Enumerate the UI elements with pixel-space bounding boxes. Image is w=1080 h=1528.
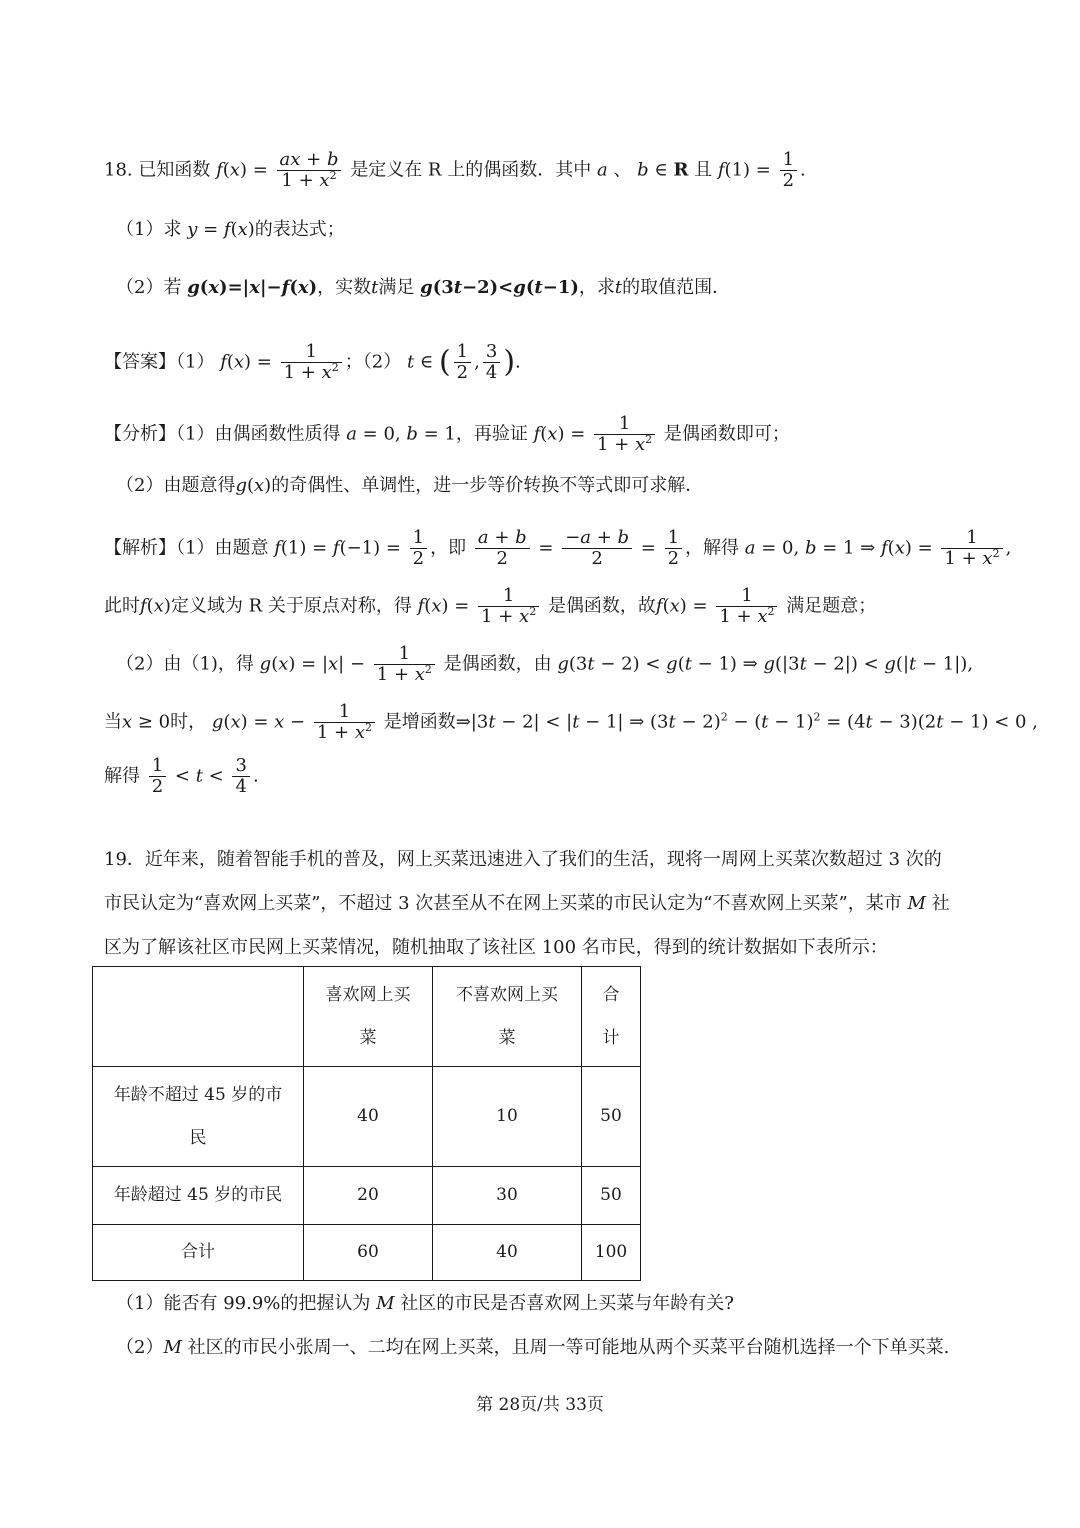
q18-solution-3: （2）由（1)，得 g(x) = |x| − $\frac{1}{1 + x^2}$ 是偶函数，由 g(3t − 2) < g(t − 1) ⇒ g(|3t − 2|) < g(|t − 1|),: [116, 643, 974, 685]
q18-solution-1: 【解析】（1）由题意 f(1) = f(−1) = $\frac{1}{2}$ ，即 $\frac{a + b}{2}$ = $\frac{-a + b}{2}$ = $\frac{1}{2}$ ，解得 a = 0, b = 1 ⇒ f(x) = $\frac{1}{1 + x^2}$ ,: [104, 527, 1012, 569]
table-row: [93, 1225, 641, 1281]
q18-part2: （2）若 g(x)=|x|−f(x)，实数t满足 g(3t−2)<g(t−1)，求t的取值范围．: [116, 277, 731, 298]
table-header-cell: [93, 967, 304, 1067]
table-cell: 50: [582, 1167, 641, 1225]
table-cell: 60: [304, 1225, 433, 1281]
table-cell: 40: [304, 1067, 433, 1167]
q19-part1: （1）能否有 99.9%的把握认为 M 社区的市民是否喜欢网上买菜与年龄有关?: [116, 1293, 734, 1314]
q18-stem: 18. 已知函数 f(x) = $\frac{ax + b}{1 + x^2}$ 是定义在 R 上的偶函数．其中 a 、 b ∈ R 且 f(1) = $\frac{1}{2}$ .: [104, 149, 806, 191]
table-header-cell: 喜欢网上买 菜: [304, 967, 433, 1067]
q18-analysis-2: （2）由题意得g(x)的奇偶性、单调性，进一步等价转换不等式即可求解．: [116, 475, 704, 496]
page-footer: 第 28页/共 33页: [476, 1395, 604, 1415]
q18-part1: （1）求 y = f(x)的表达式；: [116, 219, 345, 240]
q18-solution-2: 此时f(x)定义域为 R 关于原点对称，得 f(x) = $\frac{1}{1 + x^2}$ 是偶函数，故f(x) = $\frac{1}{1 + x^2}$ 满足题意；: [104, 585, 877, 627]
table-row: [93, 1167, 641, 1225]
table-cell: 合计: [93, 1225, 304, 1281]
q18-answer: 【答案】（1） f(x) = $\frac{1}{1 + x^2}$ ；（2） t ∈ ( $\frac{1}{2}$ , $\frac{3}{4}$ ).: [104, 341, 521, 383]
table-cell: 20: [304, 1167, 433, 1225]
table-cell: 年龄超过 45 岁的市民: [93, 1167, 304, 1225]
table-cell: 年龄不超过 45 岁的市 民: [93, 1067, 304, 1167]
table-cell: 10: [433, 1067, 582, 1167]
table-cell: 40: [433, 1225, 582, 1281]
table-cell: 50: [582, 1067, 641, 1167]
q19-line-1: 19．近年来，随着智能手机的普及，网上买菜迅速进入了我们的生活，现将一周网上买菜次数超过 3 次的: [104, 849, 942, 870]
table-header-cell: 合 计: [582, 967, 641, 1067]
q19-line-2: 市民认定为“喜欢网上买菜”，不超过 3 次甚至从不在网上买菜的市民认定为“不喜欢网上买菜”，某市 M 社: [104, 893, 950, 914]
table-header-cell: 不喜欢网上买 菜: [433, 967, 582, 1067]
q18-solution-4: 当x ≥ 0时， g(x) = x − $\frac{1}{1 + x^2}$ 是增函数⇒|3t − 2| < |t − 1| ⇒ $(3t - 2)^2 - (t - 1)^2 = (4t - 3)(2t - 1) < 0$ ,: [104, 701, 1038, 743]
q19-line-3: 区为了解该社区市民网上买菜情况，随机抽取了该社区 100 名市民，得到的统计数据如下表所示：: [104, 937, 888, 958]
q19-part2: （2）M 社区的市民小张周一、二均在网上买菜，且周一等可能地从两个买菜平台随机选择一个下单买菜.: [116, 1337, 950, 1358]
statistics-table: [92, 966, 641, 1281]
q18-analysis-1: 【分析】（1）由偶函数性质得 a = 0, b = 1，再验证 f(x) = $\frac{1}{1 + x^2}$ 是偶函数即可；: [104, 413, 790, 455]
q18-solution-5: 解得 $\frac{1}{2}$ < t < $\frac{3}{4}$ .: [104, 755, 259, 797]
table-cell: 100: [582, 1225, 641, 1281]
table-header-row: [93, 967, 641, 1067]
table-row: [93, 1067, 641, 1167]
table-cell: 30: [433, 1167, 582, 1225]
